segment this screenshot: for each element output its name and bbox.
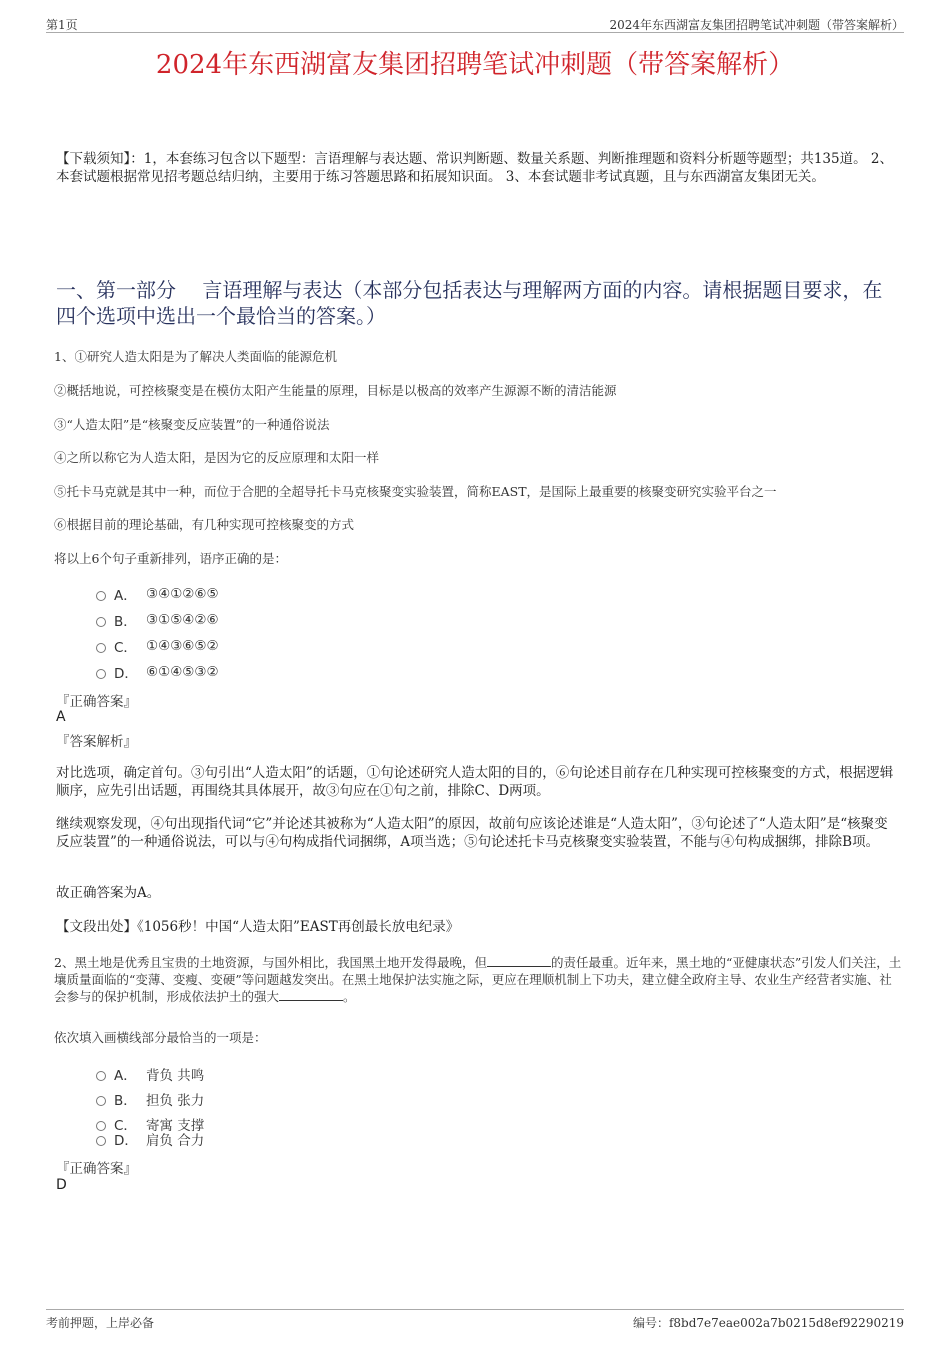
q1-sentence-5: ⑤托卡马克就是其中一种，而位于合肥的全超导托卡马克核聚变实验装置，简称EAST，是国际上最重要的核聚变研究实验平台之一 [54,484,777,499]
option-key: C． [114,640,137,656]
page-title: 2024年东西湖富友集团招聘笔试冲刺题（带答案解析） [155,50,795,80]
footer-doc-id: 编号：f8bd7e7eae002a7b0215d8ef92290219 [632,1316,904,1330]
page-header [46,14,904,33]
q2-prompt: 依次填入画横线部分最恰当的一项是： [54,1030,267,1045]
option-key: B． [114,614,137,630]
fill-blank [279,990,343,1001]
radio-icon[interactable] [96,591,106,601]
q1-sentence-4: ④之所以称它为人造太阳，是因为它的反应原理和太阳一样 [54,450,380,465]
radio-icon[interactable] [96,643,106,653]
q1-sentence-2: ②概括地说，可控核聚变是在模仿太阳产生能量的原理，目标是以极高的效率产生源源不断的清洁能源 [54,383,617,398]
q2-answer-label: 『正确答案』 [56,1161,137,1177]
q1-answer: A [56,709,66,725]
option-text: ①④③⑥⑤② [146,638,219,654]
q1-source: 【文段出处】《1056秒！中国“人造太阳”EAST再创最长放电纪录》 [56,919,460,935]
option-text: 肩负 合力 [146,1133,205,1149]
option-text: 寄寓 支撑 [146,1118,205,1134]
q2-stem [54,954,904,1005]
option-key: C． [114,1118,137,1134]
option-key: A． [114,588,137,604]
option-key: D． [114,666,138,682]
q2-stem-part-1: 2、黑土地是优秀且宝贵的土地资源，与国外相比，我国黑土地开发得最晚，但 [54,955,487,970]
q2-stem-part-2: 的责任最重。近年来，黑土地的“亚健康状态”引发人们关注，土壤质量面临的“变薄、变瘦、变硬”等问题越发突出。在黑土地保护法实施之际，更应在理顺机制上下功夫，建立健全政府主导、农业生产经营者实施、社会参与的保护机制，形成依法护土的强大 [54,955,902,1004]
q1-option-d[interactable] [96,662,219,682]
header-doc-title: 2024年东西湖富友集团招聘笔试冲刺题（带答案解析） [609,18,904,32]
q1-analysis-label: 『答案解析』 [56,734,137,750]
q2-stem-part-3: 。 [343,989,356,1004]
page-footer [46,1309,904,1330]
option-key: D． [114,1133,138,1149]
q1-prompt: 将以上6个句子重新排列，语序正确的是： [54,551,287,566]
option-text: 担负 张力 [146,1093,205,1109]
q1-sentence-6: ⑥根据目前的理论基础，有几种实现可控核聚变的方式 [54,517,355,532]
q1-sentence-1: 1、①研究人造太阳是为了解决人类面临的能源危机 [54,349,337,364]
q1-option-b[interactable] [96,610,219,630]
q1-analysis-2: 继续观察发现，④句出现指代词“它”并论述其被称为“人造太阳”的原因，故前句应该论述谁是“人造太阳”，③句论述了“人造太阳”是“核聚变反应装置”的一种通俗说法，可以与④句构成指代词捆绑，A项当选；⑤句论述托卡马克核聚变实验装置，不能与④句构成捆绑，排除B项。 [56,816,888,850]
q1-option-c[interactable] [96,636,219,656]
option-text: ③①⑤④②⑥ [146,612,219,628]
radio-icon[interactable] [96,1096,106,1106]
option-text: 背负 共鸣 [146,1068,205,1084]
option-text: ⑥①④⑤③② [146,664,219,680]
q1-analysis-1: 对比选项，确定首句。③句引出“人造太阳”的话题，①句论述研究人造太阳的目的，⑥句论述目前存在几种实现可控核聚变的方式，根据逻辑顺序，应先引出话题，再围绕其具体展开，故③句应在①句之前，排除C、D两项。 [56,765,894,799]
download-notice: 【下载须知】：1，本套练习包含以下题型：言语理解与表达题、常识判断题、数量关系题、判断推理题和资料分析题等题型；共135道。 2、本套试题根据常见招考题总结归纳，主要用于练习答题思路和拓展知识面。 3、本套试题非考试真题，且与东西湖富友集团无关。 [56,151,893,185]
q2-answer: D [56,1177,67,1193]
option-key: B． [114,1093,137,1109]
q1-answer-label: 『正确答案』 [56,694,137,710]
option-key: A． [114,1068,137,1084]
page-number: 第1页 [46,18,78,32]
radio-icon[interactable] [96,669,106,679]
radio-icon[interactable] [96,617,106,627]
q2-option-b[interactable] [96,1089,204,1109]
section-heading: 一、第一部分 言语理解与表达（本部分包括表达与理解两方面的内容。请根据题目要求，在四个选项中选出一个最恰当的答案。） [56,278,883,328]
footer-slogan: 考前押题，上岸必备 [46,1316,155,1330]
q1-sentence-3: ③“人造太阳”是“核聚变反应装置”的一种通俗说法 [54,417,330,432]
q2-option-d[interactable] [96,1129,204,1149]
option-text: ③④①②⑥⑤ [146,586,219,602]
q1-option-a[interactable] [96,584,219,604]
radio-icon[interactable] [96,1136,106,1146]
q2-option-a[interactable] [96,1064,204,1084]
radio-icon[interactable] [96,1071,106,1081]
fill-blank [487,956,551,967]
q1-analysis-3: 故正确答案为A。 [56,885,161,901]
